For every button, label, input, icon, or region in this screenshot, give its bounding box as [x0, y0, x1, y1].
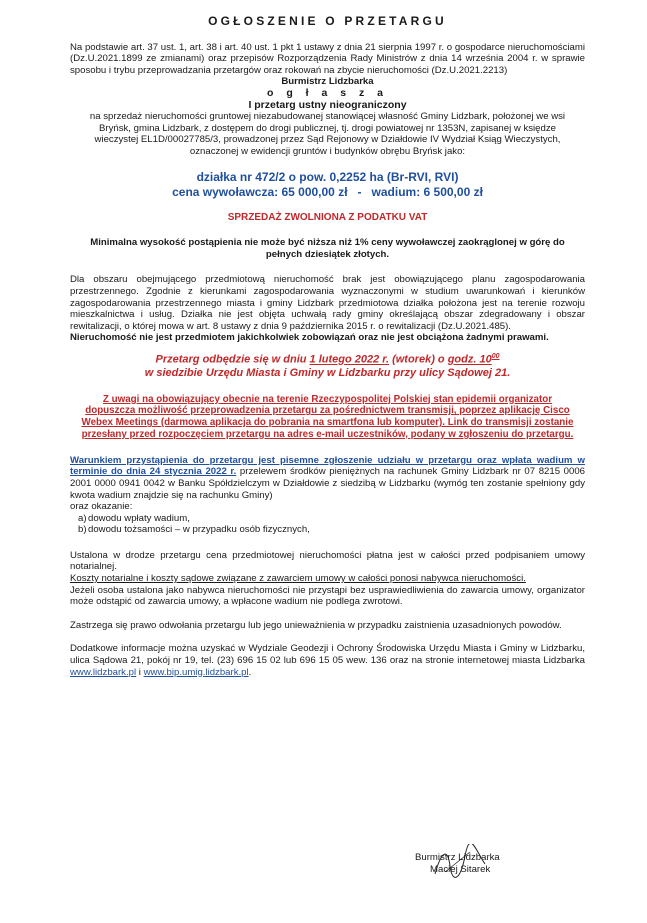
minimum-bid-note: Minimalna wysokość postąpienia nie może być niższa niż 1% ceny wywoławczej zaokrąglonej w górę do pełnych dziesiątek złotych. — [90, 237, 565, 260]
epidemic-note: Z uwagi na obowiązujący obecnie na terenie Rzeczypospolitej Polskiej stan epidemii organizator dopuszcza możliwość przeprowadzenia przetargu za pośrednictwem transmisji, poprzez aplikację Cisco Webex Meetings (darmowa aplikacja do pobrania na smartfona lub komputer). Link do transmisji zostanie przesłany przed rozpoczęciem przetargu na adres e-mail uczestników, podany w zgłoszeniu do przetargu. — [81, 393, 574, 440]
legal-basis: Na podstawie art. 37 ust. 1, art. 38 i art. 40 ust. 1 pkt 1 ustawy z dnia 21 sierpnia 1997 r. o gospodarce nieruchomościami (Dz.U.2021.1899 ze zmianami) oraz przepisów Rozporządzenia Rady Ministrów z dnia 14 września 2004 r. w sprawie sposobu i trybu przeprowadzania przetargów oraz rokowań na zbycie nieruchomości (Dz.U.2021.2213) — [70, 41, 585, 76]
price-line: cena wywoławcza: 65 000,00 zł - wadium: 6 500,00 zł — [172, 184, 483, 199]
info-text: Dodatkowe informacje można uzyskać w Wydziale Geodezji i Ochrony Środowiska Urzędu Miasta i Gminy w Lidzbarku, ulica Sądowa 21, pokój nr 19, tel. (23) 696 15 02 lub 696 15 05 wew. 136 oraz na stronie internetowej miasta Lidzbarka www.lidzbark.pl i www.bip.umig.lidzbark.pl. — [70, 643, 585, 678]
property-description: na sprzedaż nieruchomości gruntowej niezabudowanej stanowiącej własność Gminy Lidzbark, położonej we wsi Bryńsk, gmina Lidzbark, z dostępem do drogi publicznej, tj. drogi powiatowej nr 1353N, zapisanej w księdze wieczystej EL1D/00027785/3, prowadzonej przez Sąd Rejonowy w Działdowie IV Wydział Ksiąg Wieczystych, oznaczonej w ewidencji gruntów i budynków obrębu Bryńsk jako: — [89, 111, 566, 157]
announcer: Burmistrz Lidzbarka — [281, 76, 374, 88]
proofs-list — [70, 513, 585, 536]
present-label: oraz okazanie: — [70, 501, 133, 513]
announces-word: o g ł a s z a — [266, 86, 389, 99]
document-title: OGŁOSZENIE O PRZETARGU — [208, 14, 447, 28]
list-item: b) dowodu tożsamości – w przypadku osób fizycznych, — [78, 524, 310, 536]
participation-condition: Warunkiem przystąpienia do przetargu jest pisemne zgłoszenie udziału w przetargu oraz wpłata wadium w terminie do dnia 24 stycznia 2022 r. przelewem środków pieniężnych na rachunek Gminy Lidzbark nr 07 8215 0006 2001 0000 0941 0042 w Banku Spółdzielczym w Działdowie z siedzibą w Lidzbarku (wymóg ten zostanie spełniony gdy kwota wadium znajdzie się na rachunku Gminy) — [70, 454, 586, 501]
tender-type: I przetarg ustny nieograniczony — [248, 98, 407, 111]
tender-place: w siedzibie Urzędu Miasta i Gminy w Lidzbarku przy ulicy Sądowej 21. — [144, 366, 511, 379]
zoning-text: Dla obszaru obejmującego przedmiotową nieruchomość brak jest obowiązującego planu zagospodarowania przestrzennego. Zgodnie z kierunkami zagospodarowania wyznaczonymi w studium uwarunkowań i kierunków zagospodarowania przestrzennego miasta i gminy Lidzbark przedmiotowa działka położona jest na terenie rozwoju mieszkalnictwa i usług. Działka nie jest objęta uchwałą rady gminy określającą obszar zdegradowany i obszar rewitalizacji, o której mowa w art. 8 ustawy z dnia 9 października 2015 r. o rewitalizacji (Dz.U.2021.485). — [70, 274, 585, 332]
reserve-text: Zastrzega się prawo odwołania przetargu lub jego unieważnienia w przypadku zaistnienia uzasadnionych powodów. — [70, 619, 562, 631]
bip-link[interactable]: www.bip.umig.lidzbark.pl — [143, 666, 249, 678]
no-obligations-note: Nieruchomość nie jest przedmiotem jakichkolwiek zobowiązań oraz nie jest obciążona żadnymi prawami. — [70, 332, 549, 344]
plot-line: działka nr 472/2 o pow. 0,2252 ha (Br-RVI, RVI) — [196, 169, 459, 184]
vat-note: SPRZEDAŻ ZWOLNIONA Z PODATKU VAT — [227, 211, 428, 223]
signature-name: Maciej Sitarek — [430, 864, 491, 875]
refusal-text: Jeżeli osoba ustalona jako nabywca nieruchomości nie przystąpi bez usprawiedliwienia do zawarcia umowy, organizator może odstąpić od zawarcia umowy, a wpłacone wadium nie podlega zwrotowi. — [70, 584, 585, 608]
costs-text: Koszty notarialne i koszty sądowe związane z zawarciem umowy w całości ponosi nabywca nieruchomości. — [70, 573, 526, 585]
tender-date: Przetarg odbędzie się w dniu 1 lutego 2022 r. (wtorek) o godz. $10^{00}$ — [155, 352, 500, 366]
website-link[interactable]: www.lidzbark.pl — [70, 666, 137, 678]
signature-title: Burmistrz Lidzbarka — [415, 852, 500, 863]
payment-text: Ustalona w drodze przetargu cena przedmiotowej nieruchomości płatna jest w całości przed podpisaniem umowy notarialnej. — [70, 549, 585, 573]
list-item: a) dowodu wpłaty wadium, — [78, 512, 190, 524]
signature-block — [415, 852, 500, 876]
